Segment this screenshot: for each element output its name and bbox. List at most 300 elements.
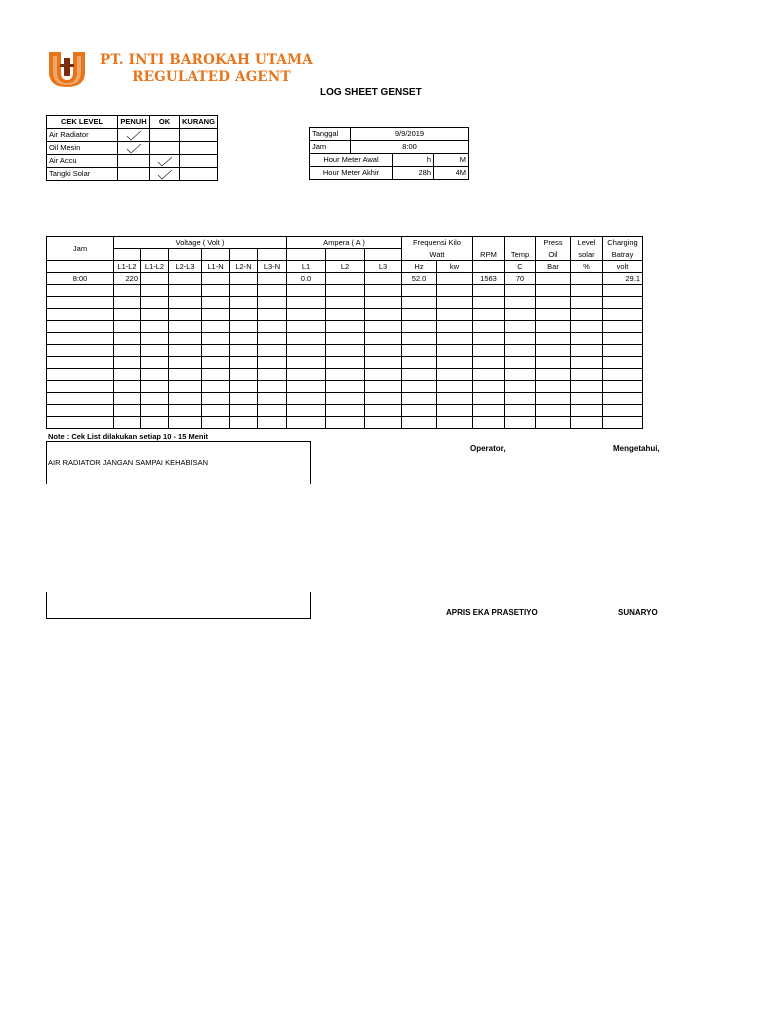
cek-ok-cell	[150, 129, 180, 142]
table-cell	[230, 333, 258, 345]
table-cell	[505, 321, 536, 333]
checkmark-icon	[126, 143, 142, 154]
table-row	[47, 309, 643, 321]
table-cell	[437, 285, 473, 297]
table-cell	[571, 321, 603, 333]
cek-level-row	[47, 129, 218, 142]
table-cell	[326, 357, 365, 369]
table-cell	[230, 405, 258, 417]
table-cell	[141, 369, 169, 381]
table-cell	[47, 405, 114, 417]
table-cell	[536, 273, 571, 285]
table-row	[47, 321, 643, 333]
table-cell	[230, 357, 258, 369]
table-cell	[202, 333, 230, 345]
table-cell	[603, 321, 643, 333]
tanggal-label: Tanggal	[310, 128, 351, 141]
table-cell	[536, 309, 571, 321]
table-cell	[258, 285, 287, 297]
table-cell	[437, 309, 473, 321]
cek-level-label: Tangki Solar	[47, 168, 118, 181]
table-cell	[402, 333, 437, 345]
table-cell	[326, 333, 365, 345]
table-cell	[141, 333, 169, 345]
table-cell	[473, 309, 505, 321]
table-cell	[114, 285, 141, 297]
header-level: Level	[571, 237, 603, 249]
table-cell	[571, 309, 603, 321]
table-cell	[536, 333, 571, 345]
table-cell	[258, 357, 287, 369]
table-cell	[365, 393, 402, 405]
table-cell	[571, 357, 603, 369]
hm-awal-label: Hour Meter Awal	[310, 154, 393, 167]
cek-ok-cell	[150, 155, 180, 168]
table-cell	[571, 417, 603, 429]
table-cell	[603, 405, 643, 417]
checkmark-icon	[157, 169, 173, 180]
table-cell	[536, 369, 571, 381]
sub-header-cell: L1-L2	[114, 261, 141, 273]
table-cell	[437, 297, 473, 309]
sub-header-cell: L1-L2	[141, 261, 169, 273]
table-cell	[505, 393, 536, 405]
table-row	[47, 333, 643, 345]
table-cell	[202, 417, 230, 429]
sub-header-cell: L3	[365, 261, 402, 273]
table-cell	[141, 297, 169, 309]
table-cell	[536, 297, 571, 309]
table-cell	[505, 405, 536, 417]
table-cell	[365, 285, 402, 297]
mengetahui-name: SUNARYO	[618, 608, 658, 617]
note-text: Note : Cek List dilakukan setiap 10 - 15 Menit	[48, 432, 209, 441]
table-cell	[169, 273, 202, 285]
table-cell	[287, 321, 326, 333]
sub-header-cell	[473, 261, 505, 273]
table-cell	[258, 345, 287, 357]
table-cell	[473, 381, 505, 393]
table-cell	[258, 297, 287, 309]
table-cell	[437, 417, 473, 429]
table-cell	[258, 309, 287, 321]
table-cell	[402, 285, 437, 297]
table-cell	[603, 309, 643, 321]
table-cell	[326, 381, 365, 393]
table-cell	[437, 393, 473, 405]
table-cell: 220	[114, 273, 141, 285]
table-cell	[571, 393, 603, 405]
table-cell	[473, 285, 505, 297]
table-cell	[202, 369, 230, 381]
hm-awal-h: h	[393, 154, 434, 167]
jam-value: 8:00	[351, 141, 469, 154]
table-cell	[114, 297, 141, 309]
header-temp: Temp	[505, 237, 536, 261]
table-cell	[287, 285, 326, 297]
table-cell	[258, 405, 287, 417]
table-cell	[287, 393, 326, 405]
company-line1: PT. INTI BAROKAH UTAMA	[100, 52, 313, 68]
table-cell	[437, 357, 473, 369]
table-cell	[571, 297, 603, 309]
genset-log-table	[46, 236, 643, 429]
table-cell	[287, 369, 326, 381]
table-cell	[230, 321, 258, 333]
table-cell	[536, 321, 571, 333]
table-cell	[326, 321, 365, 333]
cek-kurang-cell	[180, 142, 218, 155]
header-charging: Charging	[603, 237, 643, 249]
table-row	[47, 417, 643, 429]
cek-ok-cell	[150, 168, 180, 181]
table-cell	[326, 273, 365, 285]
cek-kurang-cell	[180, 168, 218, 181]
table-cell	[287, 297, 326, 309]
table-cell	[230, 285, 258, 297]
note-box-bottom	[46, 592, 311, 619]
table-cell	[402, 369, 437, 381]
table-cell	[402, 381, 437, 393]
table-cell	[473, 405, 505, 417]
table-cell	[258, 417, 287, 429]
cek-level-label: Oil Mesin	[47, 142, 118, 155]
table-cell	[258, 381, 287, 393]
tanggal-value: 9/9/2019	[351, 128, 469, 141]
table-cell	[230, 381, 258, 393]
header-jam: Jam	[47, 237, 114, 261]
table-cell	[505, 381, 536, 393]
cek-penuh-cell	[118, 155, 150, 168]
table-cell	[230, 297, 258, 309]
cek-level-label: Air Accu	[47, 155, 118, 168]
table-cell	[505, 285, 536, 297]
table-cell	[258, 273, 287, 285]
table-cell	[365, 405, 402, 417]
table-cell	[326, 369, 365, 381]
table-cell	[169, 297, 202, 309]
table-cell: 52.0	[402, 273, 437, 285]
table-cell	[202, 321, 230, 333]
table-row	[47, 357, 643, 369]
table-cell	[287, 309, 326, 321]
table-cell: 29.1	[603, 273, 643, 285]
cek-header-penuh: PENUH	[118, 116, 150, 129]
table-cell	[402, 393, 437, 405]
table-cell	[47, 321, 114, 333]
table-cell	[473, 297, 505, 309]
table-cell	[571, 345, 603, 357]
table-cell	[437, 381, 473, 393]
sub-header-cell: L1	[287, 261, 326, 273]
table-cell	[437, 405, 473, 417]
table-cell	[141, 285, 169, 297]
table-cell	[536, 357, 571, 369]
table-cell	[571, 273, 603, 285]
table-cell	[258, 393, 287, 405]
table-cell	[114, 381, 141, 393]
table-cell	[365, 357, 402, 369]
table-cell	[326, 405, 365, 417]
table-cell	[326, 417, 365, 429]
table-cell	[536, 405, 571, 417]
sub-header-cell: volt	[603, 261, 643, 273]
sub-header-cell: L2-L3	[169, 261, 202, 273]
sub-header-cell: Hz	[402, 261, 437, 273]
table-cell	[47, 345, 114, 357]
table-cell	[169, 357, 202, 369]
table-cell	[571, 381, 603, 393]
table-cell	[287, 417, 326, 429]
sub-header-cell: C	[505, 261, 536, 273]
table-cell	[437, 321, 473, 333]
table-cell	[326, 393, 365, 405]
table-cell	[505, 297, 536, 309]
table-cell	[202, 285, 230, 297]
table-cell	[47, 381, 114, 393]
table-cell	[402, 417, 437, 429]
table-cell	[505, 369, 536, 381]
cek-level-row	[47, 168, 218, 181]
table-cell	[169, 369, 202, 381]
table-cell	[202, 405, 230, 417]
cek-penuh-cell	[118, 142, 150, 155]
table-cell	[603, 381, 643, 393]
table-row	[47, 345, 643, 357]
table-cell	[47, 297, 114, 309]
table-cell	[141, 345, 169, 357]
hm-akhir-m: 4M	[434, 167, 469, 180]
table-cell	[473, 417, 505, 429]
table-cell	[114, 333, 141, 345]
table-cell	[536, 381, 571, 393]
table-cell	[505, 417, 536, 429]
table-cell	[169, 417, 202, 429]
table-cell	[365, 417, 402, 429]
table-cell	[114, 321, 141, 333]
table-cell	[505, 357, 536, 369]
table-cell	[402, 309, 437, 321]
table-cell	[505, 309, 536, 321]
table-cell	[603, 285, 643, 297]
table-cell	[47, 393, 114, 405]
table-row	[47, 273, 643, 285]
table-cell	[141, 321, 169, 333]
table-cell	[365, 321, 402, 333]
table-cell	[536, 393, 571, 405]
cek-kurang-cell	[180, 129, 218, 142]
table-cell	[141, 393, 169, 405]
table-row	[47, 369, 643, 381]
table-cell	[473, 321, 505, 333]
sub-header-cell: %	[571, 261, 603, 273]
table-cell	[365, 297, 402, 309]
table-cell	[202, 297, 230, 309]
table-cell	[603, 297, 643, 309]
operator-label: Operator,	[470, 444, 506, 453]
table-cell	[114, 393, 141, 405]
table-cell	[287, 345, 326, 357]
table-cell	[287, 405, 326, 417]
sheet-title: LOG SHEET GENSET	[320, 87, 422, 98]
table-cell	[114, 309, 141, 321]
header-rpm: RPM	[473, 237, 505, 261]
cek-penuh-cell	[118, 168, 150, 181]
header-charging-batray: Batray	[603, 249, 643, 261]
cek-ok-cell	[150, 142, 180, 155]
table-cell	[603, 357, 643, 369]
operator-name: APRIS EKA PRASETIYO	[446, 608, 538, 617]
sub-header-cell: L2	[326, 261, 365, 273]
table-cell	[402, 405, 437, 417]
table-cell	[47, 357, 114, 369]
company-logo-icon	[46, 50, 88, 88]
table-cell	[114, 345, 141, 357]
checkmark-icon	[157, 156, 173, 167]
table-cell	[169, 381, 202, 393]
table-cell	[326, 297, 365, 309]
cek-level-row	[47, 155, 218, 168]
table-cell	[202, 357, 230, 369]
table-cell	[258, 333, 287, 345]
sub-header-cell: L2-N	[230, 261, 258, 273]
table-cell	[141, 357, 169, 369]
table-cell	[402, 297, 437, 309]
table-cell	[47, 369, 114, 381]
table-cell	[141, 273, 169, 285]
table-cell: 70	[505, 273, 536, 285]
table-cell	[571, 369, 603, 381]
table-cell	[114, 357, 141, 369]
table-cell	[169, 345, 202, 357]
table-cell	[141, 309, 169, 321]
table-cell	[141, 405, 169, 417]
mengetahui-label: Mengetahui,	[613, 444, 660, 453]
table-row	[47, 285, 643, 297]
cek-header-kurang: KURANG	[180, 116, 218, 129]
table-cell	[114, 369, 141, 381]
table-cell	[230, 393, 258, 405]
sub-header-cell: Bar	[536, 261, 571, 273]
table-cell	[169, 321, 202, 333]
header-ampera: Ampera ( A )	[287, 237, 402, 249]
table-cell	[473, 393, 505, 405]
checkmark-icon	[126, 130, 142, 141]
cek-level-table	[46, 115, 218, 181]
table-cell	[202, 273, 230, 285]
table-cell	[141, 417, 169, 429]
table-row	[47, 393, 643, 405]
table-cell	[603, 333, 643, 345]
table-cell	[47, 285, 114, 297]
table-cell	[230, 417, 258, 429]
table-cell	[47, 309, 114, 321]
table-cell	[365, 333, 402, 345]
hm-awal-m: M	[434, 154, 469, 167]
sub-header-cell: L3-N	[258, 261, 287, 273]
table-cell	[505, 333, 536, 345]
table-cell	[571, 333, 603, 345]
table-cell	[258, 369, 287, 381]
jam-label: Jam	[310, 141, 351, 154]
note-box-text: AIR RADIATOR JANGAN SAMPAI KEHABISAN	[48, 458, 209, 467]
table-cell	[169, 333, 202, 345]
hm-akhir-label: Hour Meter Akhir	[310, 167, 393, 180]
table-cell	[536, 285, 571, 297]
table-cell	[202, 345, 230, 357]
table-cell	[287, 357, 326, 369]
cek-level-row	[47, 142, 218, 155]
table-cell	[402, 357, 437, 369]
table-cell	[603, 369, 643, 381]
header-press: Press	[536, 237, 571, 249]
table-cell	[230, 345, 258, 357]
table-cell	[202, 393, 230, 405]
table-cell	[473, 345, 505, 357]
table-cell	[473, 333, 505, 345]
cek-kurang-cell	[180, 155, 218, 168]
table-cell	[365, 369, 402, 381]
table-cell	[437, 345, 473, 357]
table-cell	[603, 345, 643, 357]
table-cell	[47, 417, 114, 429]
table-cell	[287, 333, 326, 345]
table-cell	[202, 381, 230, 393]
table-cell	[230, 309, 258, 321]
table-cell: 0.0	[287, 273, 326, 285]
table-cell	[571, 405, 603, 417]
table-cell	[169, 405, 202, 417]
table-cell	[114, 417, 141, 429]
table-cell	[230, 369, 258, 381]
table-cell	[287, 381, 326, 393]
table-cell	[536, 417, 571, 429]
table-cell	[603, 417, 643, 429]
header-press-oil: Oil	[536, 249, 571, 261]
table-cell	[473, 357, 505, 369]
table-cell	[169, 393, 202, 405]
header-watt: Watt	[402, 249, 473, 261]
company-name	[100, 52, 313, 86]
table-cell	[114, 405, 141, 417]
table-cell	[365, 273, 402, 285]
header-frequensi: Frequensi Kilo	[402, 237, 473, 249]
table-row	[47, 405, 643, 417]
cek-penuh-cell	[118, 129, 150, 142]
table-cell	[402, 321, 437, 333]
sub-header-cell: kw	[437, 261, 473, 273]
table-cell	[365, 345, 402, 357]
table-cell	[505, 345, 536, 357]
table-row	[47, 297, 643, 309]
table-cell	[571, 285, 603, 297]
info-table	[309, 127, 469, 180]
cek-level-label: Air Radiator	[47, 129, 118, 142]
table-cell	[169, 309, 202, 321]
table-cell	[365, 309, 402, 321]
cek-header-ok: OK	[150, 116, 180, 129]
table-cell	[326, 345, 365, 357]
table-cell	[169, 285, 202, 297]
table-cell	[437, 273, 473, 285]
header-voltage: Voltage ( Volt )	[114, 237, 287, 249]
sub-header-cell: L1-N	[202, 261, 230, 273]
table-cell	[473, 369, 505, 381]
table-cell	[47, 333, 114, 345]
table-cell	[326, 285, 365, 297]
header-level-solar: solar	[571, 249, 603, 261]
table-cell	[603, 393, 643, 405]
